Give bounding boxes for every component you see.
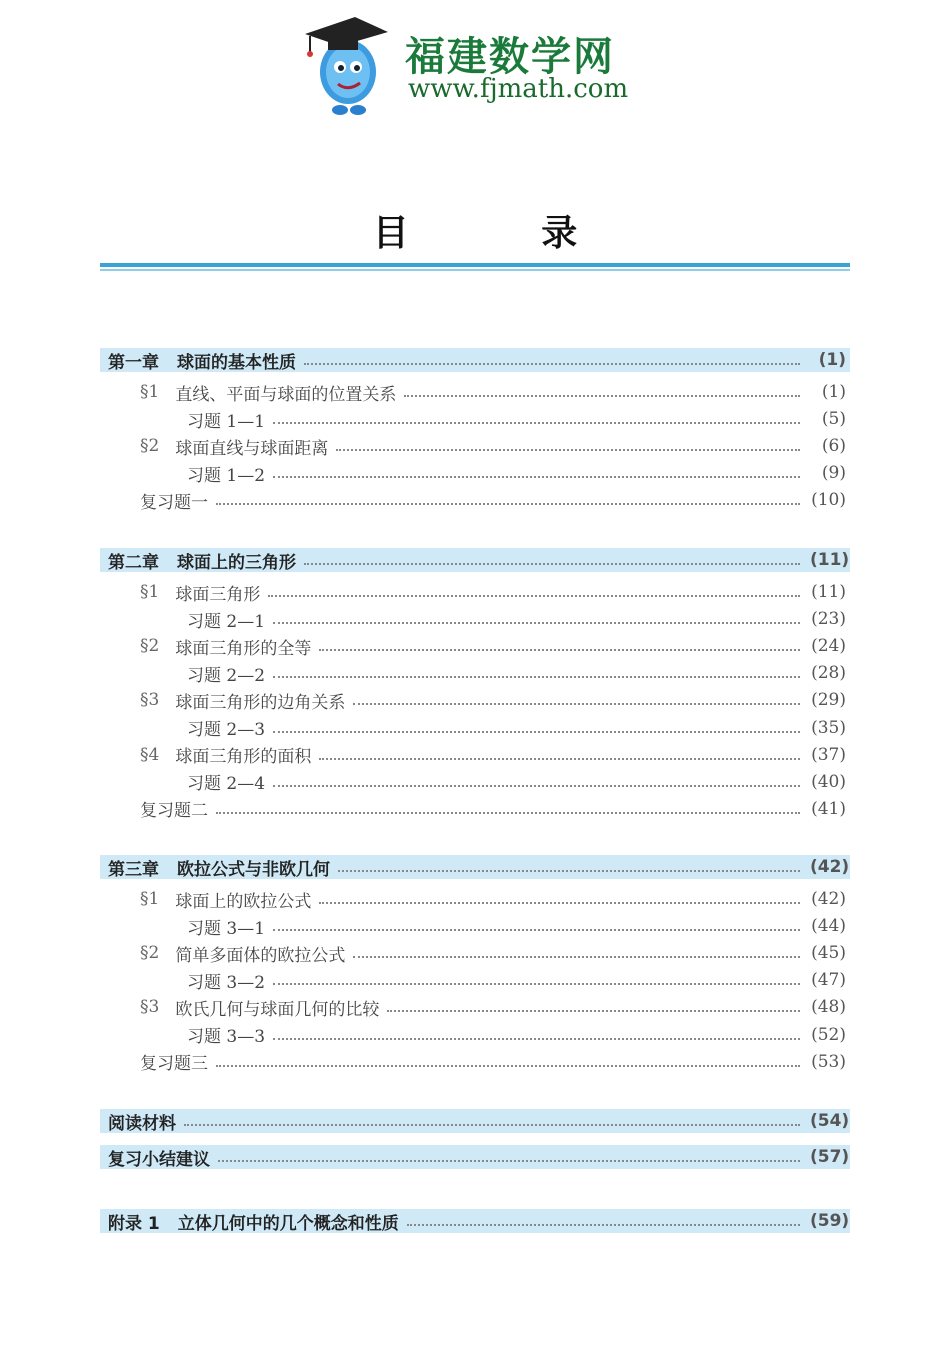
- section-number: §2: [140, 436, 160, 457]
- page-number: (57): [810, 1147, 850, 1167]
- section-number: §2: [140, 636, 160, 657]
- chapter-title: 欧拉公式与非欧几何: [177, 859, 330, 880]
- section-number: §3: [140, 690, 160, 711]
- section-row: [140, 634, 850, 658]
- page-number: (53): [811, 1051, 846, 1072]
- section-title: 欧氏几何与球面几何的比较: [175, 999, 380, 1020]
- section-title: 简单多面体的欧拉公式: [175, 945, 346, 966]
- exercise-title: 习题 1—2: [187, 465, 266, 486]
- section-row: [140, 995, 850, 1019]
- page-number: (35): [811, 717, 846, 738]
- exercise-title: 习题 2—1: [187, 611, 266, 632]
- section-number: §1: [140, 889, 160, 909]
- section-number: §3: [140, 997, 160, 1018]
- page-number: (37): [811, 744, 846, 765]
- page-number: (29): [811, 690, 846, 711]
- leader-dots: [273, 422, 800, 424]
- appendix-number: 附录 1: [108, 1213, 160, 1234]
- section-number: §4: [140, 744, 160, 765]
- exercise-row: [187, 607, 850, 631]
- exercise-row: [187, 770, 850, 794]
- exercise-row: [187, 407, 850, 431]
- page-number: (52): [811, 1024, 846, 1045]
- review-row: [140, 797, 850, 821]
- page-number: (24): [811, 636, 846, 657]
- page-number: (48): [811, 997, 846, 1018]
- site-url: www.fjmath.com: [408, 74, 629, 104]
- exercise-row: [187, 968, 850, 992]
- page-number: (11): [810, 550, 850, 570]
- section-number: §1: [140, 382, 160, 402]
- chapter-title: 球面上的三角形: [177, 552, 296, 573]
- page-number: (59): [810, 1211, 850, 1231]
- exercise-title: 习题 2—2: [187, 665, 266, 686]
- leader-dots: [304, 363, 800, 365]
- review-row: [140, 488, 850, 512]
- appendix-row: [100, 1209, 850, 1233]
- page-number: (6): [821, 436, 846, 457]
- review-title: 复习题二: [140, 801, 208, 822]
- review-row: [140, 1050, 850, 1074]
- chapter-number: 第二章: [108, 552, 159, 573]
- leader-dots: [319, 758, 800, 760]
- title-rule-secondary: [100, 269, 850, 271]
- page-number: (44): [811, 916, 846, 937]
- page-number: (1): [818, 350, 846, 370]
- chapter-number: 第三章: [108, 859, 159, 880]
- section-title: 球面三角形的边角关系: [175, 692, 346, 713]
- leader-dots: [273, 1038, 800, 1040]
- extra-row: [100, 1145, 850, 1169]
- chapter-row: [100, 348, 850, 372]
- exercise-title: 习题 3—1: [187, 918, 266, 939]
- exercise-row: [187, 461, 850, 485]
- leader-dots: [273, 676, 800, 678]
- section-row: [140, 743, 850, 767]
- page-number: (41): [811, 798, 846, 819]
- leader-dots: [216, 1065, 800, 1067]
- section-row: [140, 434, 850, 458]
- section-row: [140, 380, 850, 404]
- section-title: 球面三角形的全等: [175, 638, 312, 659]
- leader-dots: [216, 503, 800, 505]
- section-title: 直线、平面与球面的位置关系: [175, 384, 397, 405]
- section-row: [140, 580, 850, 604]
- page-number: (47): [811, 970, 846, 991]
- leader-dots: [273, 622, 800, 624]
- leader-dots: [404, 395, 800, 397]
- leader-dots: [273, 929, 800, 931]
- exercise-title: 习题 3—2: [187, 972, 266, 993]
- page-number: (42): [810, 857, 850, 877]
- page-number: (5): [821, 409, 846, 430]
- leader-dots: [273, 476, 800, 478]
- section-title: 球面三角形的面积: [175, 747, 312, 768]
- section-row: [140, 688, 850, 712]
- page-number: (54): [810, 1111, 850, 1131]
- leader-dots: [336, 449, 800, 451]
- exercise-title: 习题 1—1: [187, 411, 266, 432]
- exercise-title: 习题 2—4: [187, 774, 266, 795]
- exercise-row: [187, 1023, 850, 1047]
- page-number: (45): [811, 943, 846, 964]
- exercise-row: [187, 914, 850, 938]
- leader-dots: [338, 870, 800, 872]
- review-title: 复习题一: [140, 492, 208, 513]
- chapter-row: [100, 855, 850, 879]
- page-number: (10): [811, 490, 846, 511]
- leader-dots: [304, 563, 800, 565]
- leader-dots: [319, 649, 800, 651]
- page-number: (9): [821, 463, 846, 484]
- exercise-row: [187, 661, 850, 685]
- review-title: 复习题三: [140, 1054, 208, 1075]
- leader-dots: [273, 983, 800, 985]
- site-name: 福建数学网: [405, 34, 615, 80]
- exercise-title: 习题 2—3: [187, 720, 266, 740]
- leader-dots: [268, 595, 800, 597]
- chapter-row: [100, 548, 850, 572]
- extra-title: 阅读材料: [108, 1113, 176, 1134]
- section-title: 球面三角形: [175, 584, 261, 605]
- section-title: 球面上的欧拉公式: [175, 891, 312, 912]
- leader-dots: [319, 902, 800, 904]
- leader-dots: [387, 1010, 800, 1012]
- page-number: (11): [811, 582, 846, 602]
- exercise-row: [187, 716, 850, 740]
- page-number: (23): [811, 609, 846, 630]
- section-number: §1: [140, 582, 160, 602]
- leader-dots: [216, 812, 800, 814]
- leader-dots: [218, 1160, 800, 1162]
- exercise-title: 习题 3—3: [187, 1027, 266, 1047]
- page-number: (40): [811, 771, 846, 792]
- leader-dots: [184, 1124, 800, 1126]
- extra-row: [100, 1109, 850, 1133]
- page-title: 目 录: [372, 213, 638, 254]
- page-number: (1): [821, 382, 846, 402]
- page-number: (42): [811, 889, 846, 909]
- chapter-number: 第一章: [108, 352, 159, 373]
- section-number: §2: [140, 943, 160, 964]
- appendix-title: 立体几何中的几个概念和性质: [177, 1213, 399, 1234]
- section-row: [140, 887, 850, 911]
- section-row: [140, 941, 850, 965]
- page-number: (28): [811, 663, 846, 684]
- leader-dots: [273, 785, 800, 787]
- section-title: 球面直线与球面距离: [175, 438, 329, 459]
- chapter-title: 球面的基本性质: [177, 352, 296, 373]
- leader-dots: [407, 1224, 800, 1226]
- leader-dots: [353, 703, 800, 705]
- leader-dots: [353, 956, 800, 958]
- title-rule: [100, 263, 850, 267]
- leader-dots: [273, 731, 800, 733]
- extra-title: 复习小结建议: [108, 1149, 210, 1170]
